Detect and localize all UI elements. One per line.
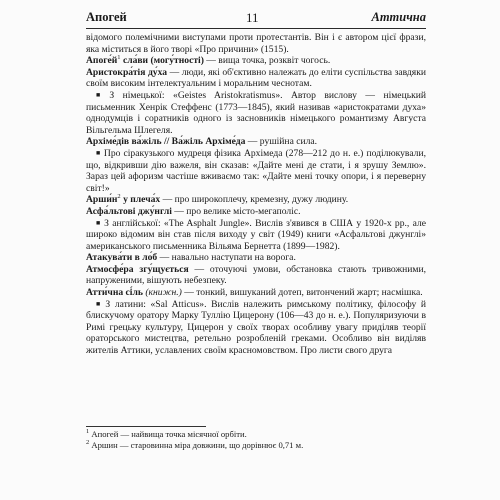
note-square-icon: ■ [96, 148, 101, 157]
etymology-note [86, 90, 426, 136]
footnote-rule [86, 426, 206, 427]
entry-arshyn [86, 194, 426, 206]
headword: Архіме́дів ва́жіль // Ва́жіль Архіме́да [86, 136, 246, 148]
note-text: З англійської: «The Asphalt Jungle». Вислів з'явився в США у 1920-х рр., але широко відомим він став після виходу у світ (1949) книги «Асфальтові джунглі» американського письменника Вільяма Бернетта (1899—1982). [86, 217, 426, 252]
footnote-item [86, 440, 426, 451]
entry-atmosfera [86, 264, 426, 287]
headword-continued: сла́ви (могу́тності) [122, 55, 204, 67]
footnote-mark: 2 [86, 438, 90, 446]
headword: Аристокра́тія ду́ха [86, 66, 168, 78]
footnote-text: Апогей — найвища точка місячної орбіти. [91, 429, 247, 439]
note-square-icon: ■ [96, 218, 102, 227]
dictionary-body [86, 32, 426, 357]
footnote-item [86, 429, 426, 440]
entry-apogei [86, 55, 426, 67]
definition: — про велике місто-мегаполіс. [171, 205, 301, 217]
note-square-icon: ■ [96, 299, 103, 308]
page-number: 11 [246, 10, 259, 25]
entry-aristokratiia [86, 67, 426, 90]
headword: Апоге́й [86, 55, 118, 67]
continued-paragraph: відомого полемічними виступами проти протестантів. Він і є автором цієї фрази, яка міститься в його творі «Про причини» (1515). [86, 32, 426, 55]
definition: — люди, які об'єктивно належать до еліти суспільства завдяки своїм високим інтелектуальним і моральним чеснотам. [86, 66, 426, 90]
definition: — оточуючі умови, обстановка стають тривожними, напруженими, вішують небезпеку. [86, 263, 426, 287]
headword: Атти́чна сі́ль [86, 287, 143, 299]
running-header [86, 10, 426, 26]
note-text: Про сіракузького мудреця фізика Архімеда (278—212 до н. е.) поділюкували, що, відкривши дію важеля, він сказав: «Дайте мені де стати, і я зрушу Землю». Зараз цей афоризм частіше вживаємо так: «Дайте мені точку опори, і я переверну світ!» [86, 147, 426, 194]
etymology-note [86, 148, 426, 194]
headword-continued: у плеча́х [123, 194, 161, 206]
headword: Асфа́льтові джу́нглі [86, 205, 172, 217]
style-qualifier: (книжн.) [145, 287, 182, 299]
definition: — вища точка, розквіт чогось. [203, 55, 331, 67]
etymology-note [86, 299, 426, 357]
header-rule [86, 28, 426, 29]
header-right-word: Аттична [371, 10, 426, 24]
entry-atakuvaty [86, 252, 426, 264]
entry-asfaltovi-dzhungli [86, 206, 426, 218]
entry-arkhimediv-vazhil [86, 136, 426, 148]
footnote-ref: 2 [117, 193, 121, 201]
definition: — рушійна сила. [245, 136, 318, 148]
note-square-icon: ■ [96, 90, 107, 99]
header-left-word: Апогей [86, 10, 127, 24]
definition: — тонкий, вишуканий дотеп, витончений жарт; насмішка. [181, 287, 423, 299]
note-text: З латини: «Sal Atticus». Вислів належить римському політику, філософу й блискучому оратору Марку Туллію Цицерону (106—43 до н. е.). Популяризуючи в Римі грецьку культуру, Цицерон у своїх творах особливу увагу приділяв теорії ораторського мистецтва, ретельно розробленій греками. Особливо він виділяв жителів Аттики, уславлених своїм красномовством. Про листи свого друга [86, 298, 426, 357]
headword: Атмосфе́ра згу́щується [86, 263, 189, 275]
headword: Арши́н [86, 194, 118, 206]
headword: Атакува́ти в ло́б [86, 252, 158, 264]
note-text: З німецької: «Geistes Aristokratismus». Автор вислову — німецький письменник Хенрік Стеффенс (1773—1845), який називав «аристократами духа» однодумців і соратників одного із засновників німецького романтизму Августа Вільгельма Шлегеля. [86, 89, 427, 136]
footnote-text: Аршин — старовинна міра довжини, що дорівнює 0,71 м. [91, 439, 304, 450]
footnote-mark: 1 [86, 428, 90, 436]
definition: — навально наступати на ворога. [157, 252, 296, 264]
entry-attychna-sil [86, 287, 426, 299]
footnotes [86, 426, 426, 450]
definition: — про широкоплечу, кремезну, дужу людину. [160, 194, 349, 206]
etymology-note [86, 218, 426, 253]
footnote-ref: 1 [117, 54, 121, 61]
